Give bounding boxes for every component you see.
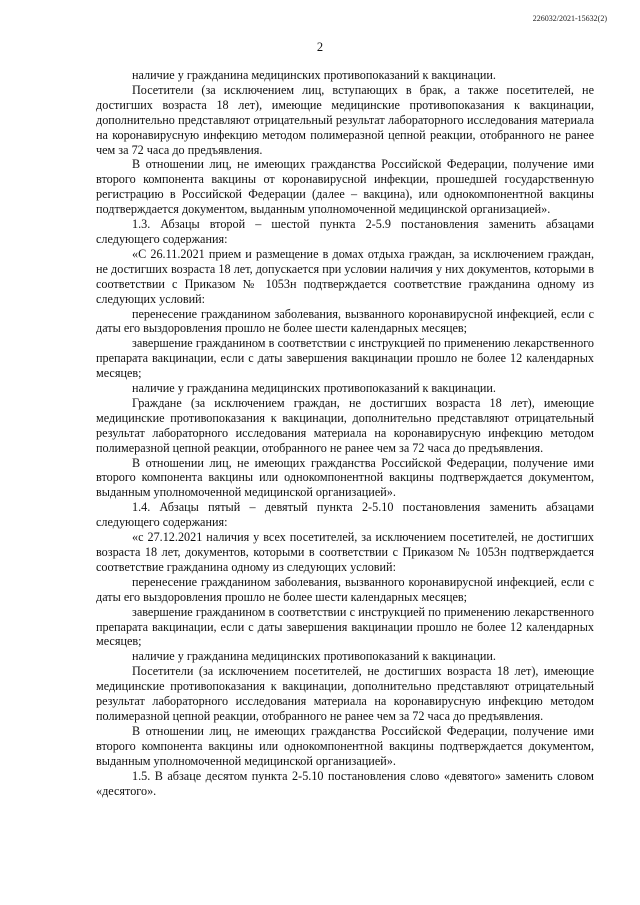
paragraph: наличие у гражданина медицинских противопоказаний к вакцинации. (132, 381, 496, 396)
paragraph: Граждане (за исключением граждан, не достигших возраста 18 лет), имеющие медицинские противопоказания к вакцинации, дополнительно представляют отрицательный результат лабораторного исследования материала на коронавирусную инфекцию методом полимеразной цепной реакции, отобранного не ранее чем за 72 часа до предъявления. (96, 395, 594, 455)
paragraph: завершение гражданином в соответствии с инструкцией по применению лекарственного препарата вакцинации, если с даты завершения вакцинации прошло не более 12 календарных месяцев; (96, 604, 594, 649)
paragraph: завершение гражданином в соответствии с инструкцией по применению лекарственного препарата вакцинации, если с даты завершения вакцинации прошло не более 12 календарных месяцев; (96, 336, 594, 381)
paragraph: В отношении лиц, не имеющих гражданства Российской Федерации, получение ими второго компонента вакцины или однокомпонентной вакцины подтверждается документом, выданным уполномоченной медицинской организацией». (96, 723, 594, 768)
paragraph: В отношении лиц, не имеющих гражданства Российской Федерации, получение ими второго компонента вакцины от коронавирусной инфекции, прошедшей государственную регистрацию в Российской Федерации (далее – вакцина), или однокомпонентной вакцины подтверждается документом, выданным уполномоченной медицинской организацией». (96, 157, 594, 217)
paragraph: «с 27.12.2021 наличия у всех посетителей, за исключением посетителей, не достигших возраста 18 лет, документов, которыми в соответствии с Приказом № 1053н подтверждается соответствие гражданина одному из следующих условий: (96, 530, 594, 574)
paragraph: 1.3. Абзацы второй – шестой пункта 2-5.9 постановления заменить абзацами следующего содержания: (96, 217, 594, 246)
paragraph: наличие у гражданина медицинских противопоказаний к вакцинации. (132, 649, 496, 664)
paragraph: 1.4. Абзацы пятый – девятый пункта 2-5.10 постановления заменить абзацами следующего содержания: (96, 500, 594, 530)
paragraph: Посетители (за исключением посетителей, не достигших возраста 18 лет), имеющие медицинские противопоказания к вакцинации, дополнительно представляют отрицательный результат лабораторного исследования материала на коронавирусную инфекцию методом полимеразной цепной реакции, отобранного не ранее чем за 72 часа до предъявления. (96, 664, 594, 723)
paragraph: перенесение гражданином заболевания, вызванного коронавирусной инфекцией, если с даты его выздоровления прошло не более шести календарных месяцев; (96, 306, 594, 336)
paragraph: перенесение гражданином заболевания, вызванного коронавирусной инфекцией, если с даты его выздоровления прошло не более шести календарных месяцев; (96, 574, 594, 604)
paragraph: «С 26.11.2021 прием и размещение в домах отдыха граждан, за исключением граждан, не достигших возраста 18 лет, допускается при условии наличия у них документов, которыми в соответствии с Приказом № 1053н подтверждается соответствие гражданина одному из следующих условий: (96, 246, 594, 306)
paragraph: наличие у гражданина медицинских противопоказаний к вакцинации. (132, 68, 496, 82)
page-number: 2 (316, 40, 324, 54)
document-id: 226032/2021-15632(2) (532, 14, 607, 23)
paragraph: Посетители (за исключением лиц, вступающих в брак, а также посетителей, не достигших возраста 18 лет), имеющие медицинские противопоказания к вакцинации, дополнительно представляют отрицательный результат лабораторного исследования материала на коронавирусную инфекцию методом полимеразной цепной реакции, отобранного не ранее чем за 72 часа до предъявления. (96, 82, 594, 157)
document-body (96, 68, 594, 798)
paragraph: 1.5. В абзаце десятом пункта 2-5.10 постановления слово «девятого» заменить словом «десятого». (96, 768, 594, 798)
paragraph: В отношении лиц, не имеющих гражданства Российской Федерации, получение ими второго компонента вакцины или однокомпонентной вакцины подтверждается документом, выданным уполномоченной медицинской организацией». (96, 455, 594, 500)
